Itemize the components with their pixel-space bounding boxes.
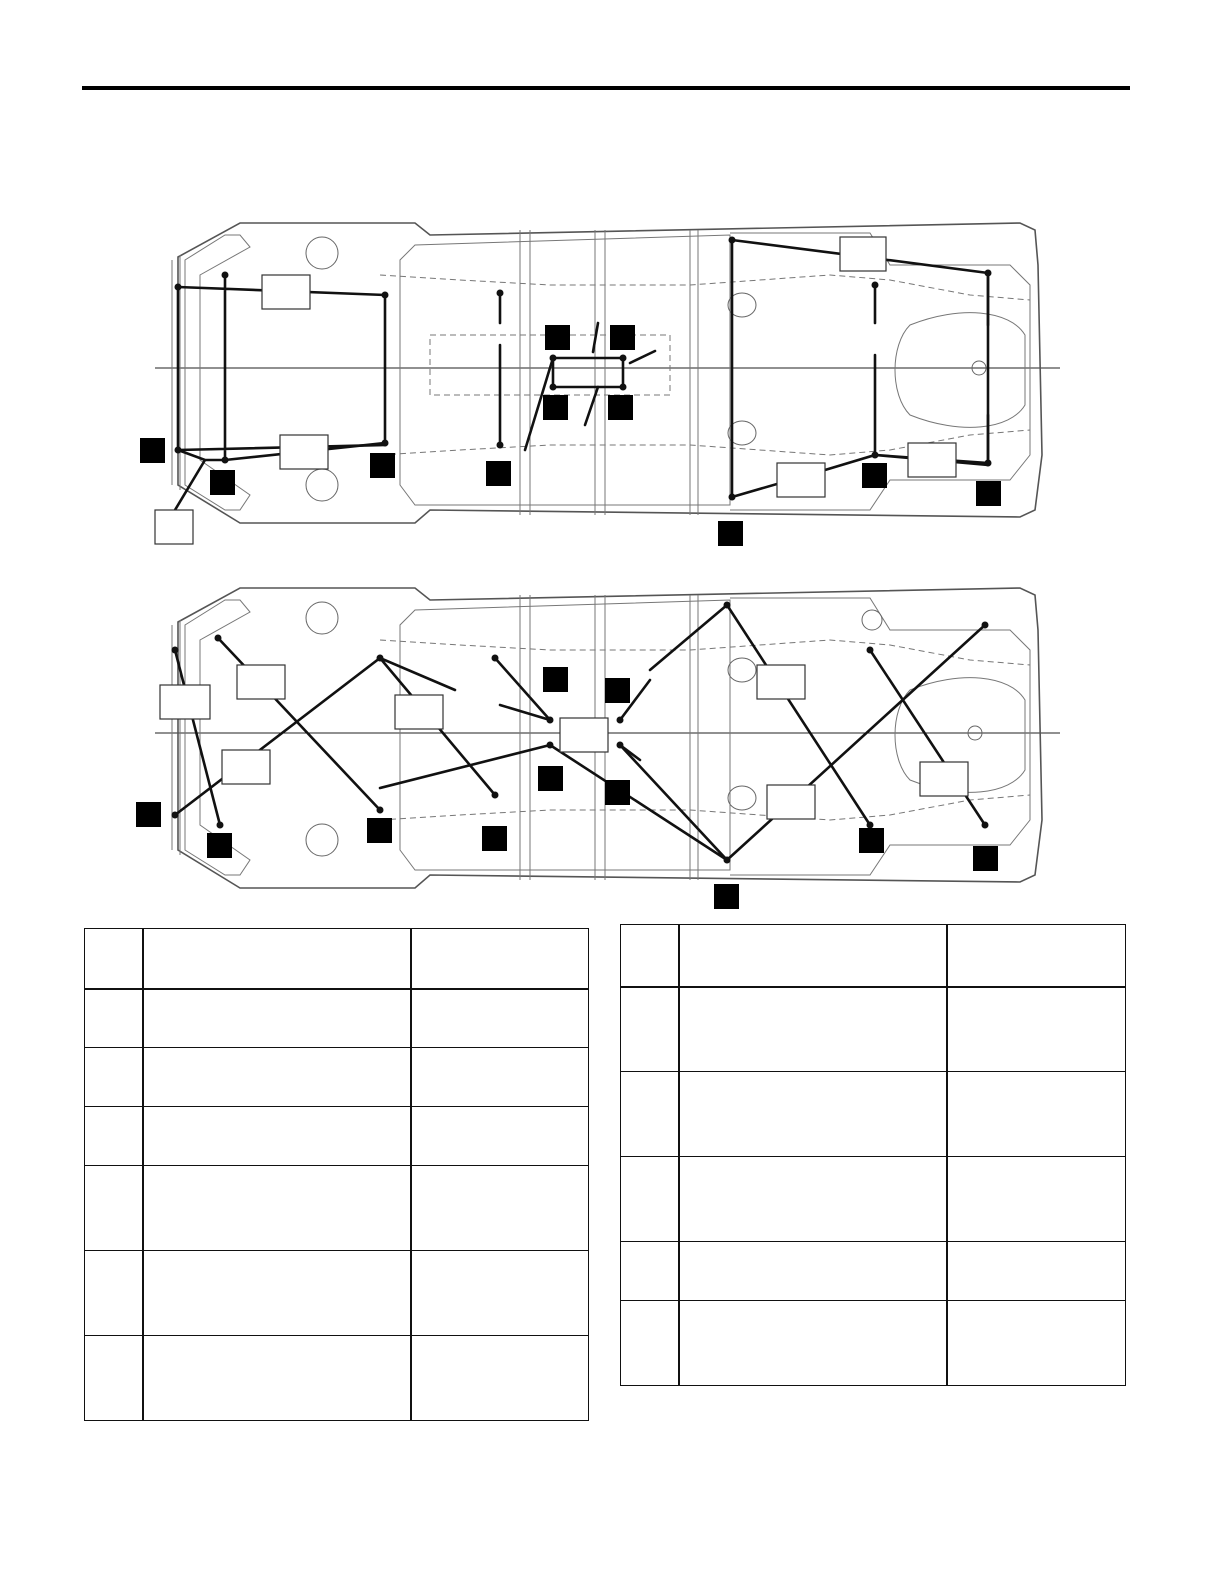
table-row	[621, 1157, 1126, 1242]
cell-id	[85, 1048, 143, 1107]
marker-a8	[608, 395, 633, 420]
marker-a7	[543, 395, 568, 420]
cell-value	[947, 987, 1126, 1072]
cell-value	[411, 929, 589, 989]
cell-name	[143, 989, 411, 1048]
tunnel-lines-b	[520, 595, 698, 880]
cell-value	[947, 1301, 1126, 1386]
table-row	[85, 1048, 589, 1107]
cell-id	[621, 1301, 679, 1386]
dashed-frame-upper-b	[380, 640, 1030, 665]
cell-value	[947, 925, 1126, 987]
table-row	[621, 1072, 1126, 1157]
table-row	[621, 925, 1126, 987]
marker-a6	[610, 325, 635, 350]
cell-name	[679, 987, 947, 1072]
label-box-b2	[237, 665, 285, 699]
marker-b4	[482, 826, 507, 851]
dashed-frame-upper	[380, 275, 1030, 300]
marker-a3	[370, 453, 395, 478]
tunnel-lines	[520, 230, 698, 515]
cell-name	[679, 1301, 947, 1386]
cell-name	[143, 929, 411, 989]
cell-value	[411, 1048, 589, 1107]
label-box-a6	[908, 443, 956, 477]
table-row	[85, 1336, 589, 1421]
label-box-b6	[757, 665, 805, 699]
cell-name	[679, 1242, 947, 1301]
front-subframe	[185, 235, 250, 510]
marker-b6	[605, 678, 630, 703]
marker-a11	[976, 481, 1001, 506]
label-box-a1	[262, 275, 310, 309]
body-outline-b	[178, 588, 1042, 888]
front-strut-mount-upper	[306, 237, 338, 269]
label-box-a4	[840, 237, 886, 271]
rear-floor-hole-lower-b	[728, 786, 756, 810]
label-box-a3	[155, 510, 193, 544]
marker-b3	[367, 818, 392, 843]
cell-name	[679, 1072, 947, 1157]
cell-value	[947, 1157, 1126, 1242]
cell-name	[143, 1166, 411, 1251]
cell-name	[679, 925, 947, 987]
table-row	[85, 1107, 589, 1166]
marker-b5	[543, 667, 568, 692]
marker-a1	[140, 438, 165, 463]
marker-a4	[486, 461, 511, 486]
marker-b11	[973, 846, 998, 871]
table-row	[621, 1301, 1126, 1386]
table-row	[621, 1242, 1126, 1301]
table-row	[621, 987, 1126, 1072]
marker-b2	[207, 833, 232, 858]
cell-value	[947, 1072, 1126, 1157]
cell-id	[621, 987, 679, 1072]
diagram-b-svg	[130, 570, 1070, 915]
cell-id	[85, 1336, 143, 1421]
cell-value	[947, 1242, 1126, 1301]
rear-floor-hole-upper-b	[728, 658, 756, 682]
cell-id	[621, 1072, 679, 1157]
front-strut-mount-lower	[306, 469, 338, 501]
cell-name	[143, 1107, 411, 1166]
table-row	[85, 1166, 589, 1251]
cell-id	[85, 1251, 143, 1336]
cell-name	[143, 1251, 411, 1336]
cell-name	[679, 1157, 947, 1242]
floor-panel	[400, 235, 730, 505]
dashed-frame-lower-b	[380, 795, 1030, 820]
wire-b-front-x	[175, 638, 495, 825]
marker-a10	[862, 463, 887, 488]
table-row	[85, 1251, 589, 1336]
cell-id	[621, 1242, 679, 1301]
front-strut-mount-upper-b	[306, 602, 338, 634]
label-box-b8	[920, 762, 968, 796]
cell-value	[411, 989, 589, 1048]
cell-id	[621, 1157, 679, 1242]
label-box-b1	[160, 685, 210, 719]
header-rule	[82, 86, 1130, 90]
marker-b1	[136, 802, 161, 827]
cell-id	[85, 989, 143, 1048]
vehicle-underbody-diagram-b	[130, 570, 1070, 915]
table-row	[85, 989, 589, 1048]
label-box-b4	[395, 695, 443, 729]
marker-b8	[605, 780, 630, 805]
marker-b10	[859, 828, 884, 853]
label-box-a5	[777, 463, 825, 497]
marker-a9	[718, 521, 743, 546]
marker-b7	[538, 766, 563, 791]
cell-id	[85, 1166, 143, 1251]
cell-name	[143, 1048, 411, 1107]
cell-value	[411, 1107, 589, 1166]
table-row	[85, 929, 589, 989]
right-spec-table	[620, 924, 1126, 1386]
marker-a2	[210, 470, 235, 495]
cell-name	[143, 1336, 411, 1421]
cell-value	[411, 1251, 589, 1336]
diagram-a-svg	[130, 205, 1070, 550]
cell-id	[621, 925, 679, 987]
cell-value	[411, 1336, 589, 1421]
left-spec-table	[84, 928, 589, 1421]
cell-id	[85, 929, 143, 989]
label-box-a2	[280, 435, 328, 469]
cell-id	[85, 1107, 143, 1166]
wire-center-rect	[553, 358, 623, 387]
vehicle-underbody-diagram-a	[130, 205, 1070, 550]
label-box-b3	[222, 750, 270, 784]
rear-tub	[895, 313, 1025, 428]
front-strut-mount-lower-b	[306, 824, 338, 856]
rear-mount-upper-b	[862, 610, 882, 630]
marker-a5	[545, 325, 570, 350]
marker-b9	[714, 884, 739, 909]
label-box-b5	[560, 718, 608, 752]
cell-value	[411, 1166, 589, 1251]
label-box-b7	[767, 785, 815, 819]
